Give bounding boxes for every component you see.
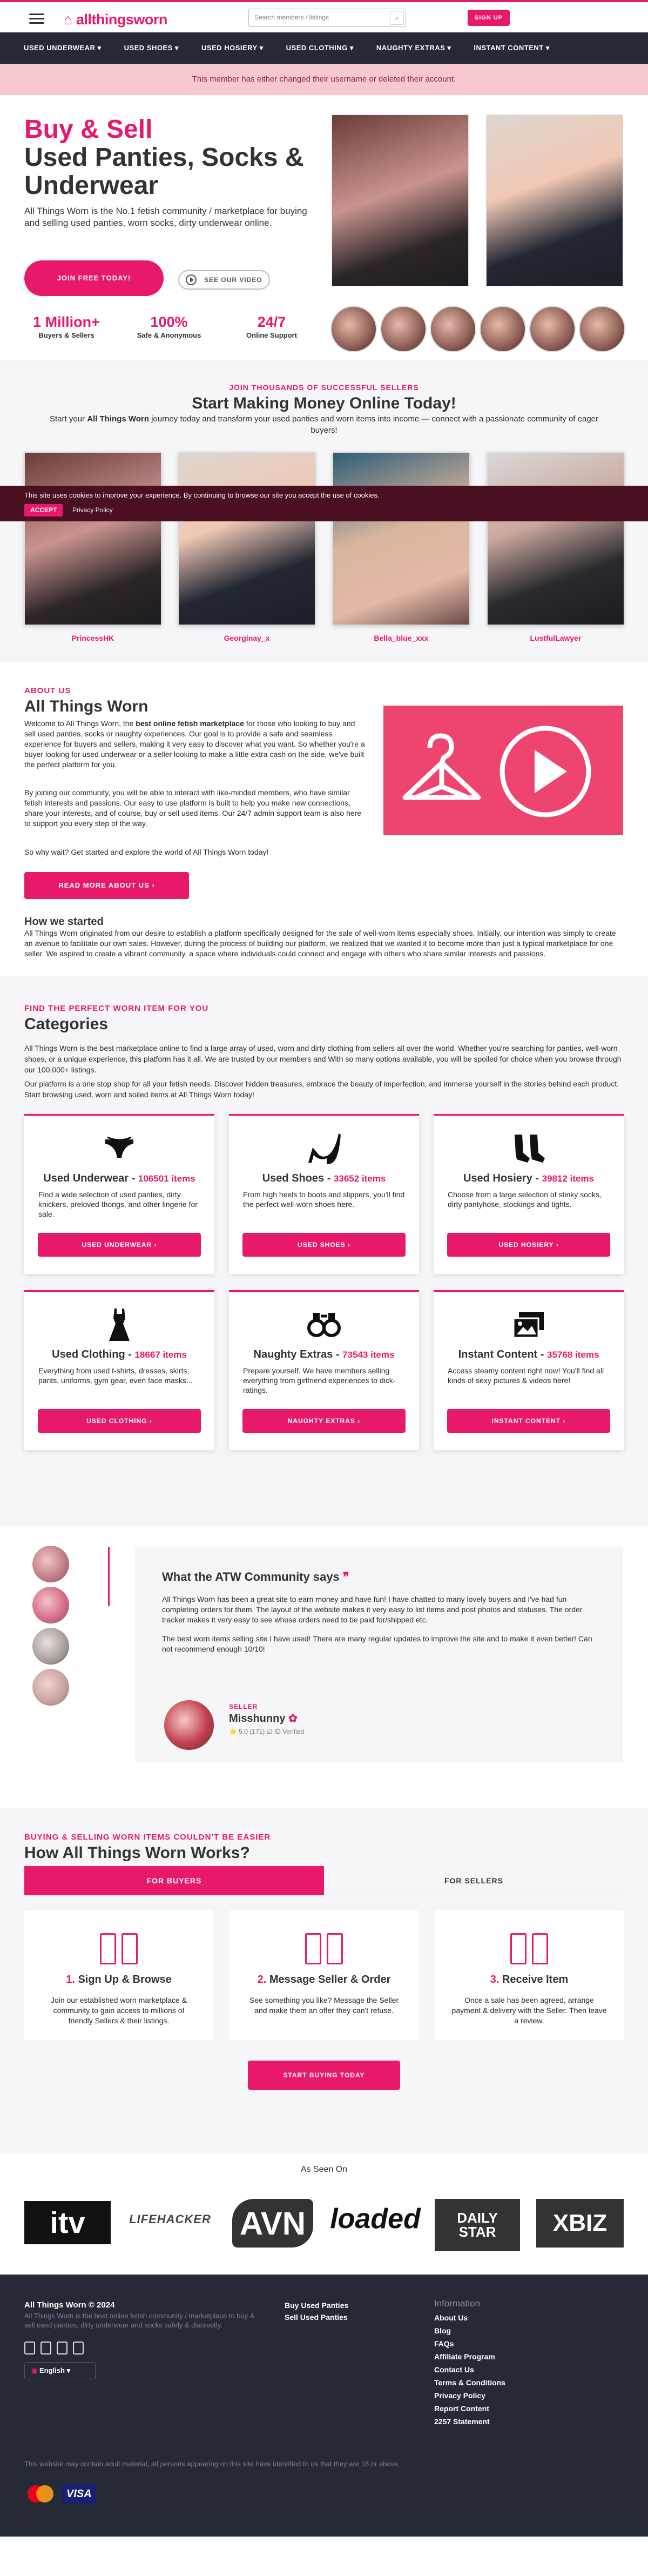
hanger-icon: ⌂ xyxy=(64,11,76,28)
mastercard-icon xyxy=(24,2484,57,2504)
top-bar xyxy=(0,0,648,32)
testimonial-seller[interactable]: SELLER Misshunny ✿ ⭐ 5.0 (171) ☑ ID Verified xyxy=(164,1700,380,1754)
testimonial-box: What the ATW Community says ❞ All Things Worn has been a great site to earn money and have fun! I have chatted to many lovely buyers and I've had fun completing orders for them. The layout of the website makes it very easy to list items and post photos and statuses. The order tracker makes it very easy to see whose orders need to be paid for/shipped etc. The best worn items selling site I have used! There are many regular updates to improve the site and to make it even better! Can not recommend enough 10/10! xyxy=(135,1547,623,1763)
footer-copyright: All Things Worn © 2024 xyxy=(24,2300,115,2310)
category-card-hosiery: Used Hosiery - 39812 items Choose from a large selection of stinky socks, dirty pantyhose, stockings and tights. USED HOSIERY › xyxy=(434,1114,624,1274)
nav-instant-content[interactable]: INSTANT CONTENT ▾ xyxy=(474,43,550,52)
footer-link[interactable]: Blog xyxy=(434,2326,451,2335)
tab-for-buyers[interactable]: FOR BUYERS xyxy=(24,1866,324,1895)
avatar[interactable] xyxy=(430,306,476,352)
about-section xyxy=(0,662,648,976)
seller-rating: ⭐ 5.0 (171) ☑ ID Verified xyxy=(229,1728,305,1735)
footer-link[interactable]: Affiliate Program xyxy=(434,2352,495,2361)
testimonial-text: All Things Worn has been a great site to earn money and have fun! I have chatted to many lovely buyers and I've had fun completing orders for them. The layout of the website makes it very easy to list items and post photos and statuses. The order tracker makes it very easy to see whose orders need to be paid for/shipped etc. xyxy=(162,1594,583,1624)
cookie-accept-button[interactable]: ACCEPT xyxy=(24,504,63,516)
hero-section xyxy=(0,95,648,360)
avatar[interactable] xyxy=(579,306,625,352)
about-paragraph: Welcome to All Things Worn, the best online fetish marketplace for those who looking to buy and sell used panties, socks or naughty experiences. Our goal is to provide a safe and seamless experience for buyers and sellers, making it very easy to discover what you want. So whether you're a buyer looking for used underwear or a seller looking to make a little extra cash on the side, we've built the perfect platform for you. xyxy=(24,719,365,769)
nav-used-shoes[interactable]: USED SHOES ▾ xyxy=(124,43,179,52)
categories-section xyxy=(0,976,648,1527)
used-shoes-button[interactable]: USED SHOES › xyxy=(242,1233,406,1257)
main-nav xyxy=(0,32,648,64)
nav-naughty-extras[interactable]: NAUGHTY EXTRAS ▾ xyxy=(376,43,451,52)
see-video-button[interactable]: SEE OUR VIDEO xyxy=(178,270,270,290)
stat-safe: 100% Safe & Anonymous xyxy=(137,314,201,339)
loaded-logo: loaded xyxy=(330,2203,421,2235)
footer-buy-sell-links xyxy=(285,2299,348,2323)
categories-paragraph: Our platform is a one stop shop for all your fetish needs. Discover hidden treasures, embrace the beauty of imperfection, and immerse yourself in the stories behind each product. Start browsing used, worn and soiled items at All Things Worn today! xyxy=(24,1079,619,1099)
category-card-shoes: Used Shoes - 33652 items From high heels to boots and slippers, you'll find the perfect well-worn shoes here. USED SHOES › xyxy=(229,1114,419,1274)
media-icon xyxy=(434,1306,624,1344)
reddit-icon[interactable] xyxy=(73,2342,84,2354)
avatar[interactable] xyxy=(380,306,427,352)
visa-icon: VISA xyxy=(62,2484,96,2504)
about-title: All Things Worn xyxy=(24,697,148,715)
language-select[interactable]: ◉ English ▾ xyxy=(24,2362,96,2379)
footer-link[interactable]: Sell Used Panties xyxy=(285,2313,348,2322)
footer-link[interactable]: Terms & Conditions xyxy=(434,2378,505,2387)
xbiz-logo: XBIZ xyxy=(536,2199,624,2248)
globe-icon: ◉ xyxy=(31,2366,39,2374)
footer-information-links xyxy=(434,2311,505,2428)
avatar[interactable] xyxy=(529,306,576,352)
instant-content-button[interactable]: INSTANT CONTENT › xyxy=(447,1409,610,1433)
footer-link[interactable]: Buy Used Panties xyxy=(285,2301,349,2310)
step-card: 3. Receive Item Once a sale has been agreed, arrange payment & delivery with the Seller. Then leave a review. xyxy=(435,1910,624,2040)
join-free-button[interactable]: JOIN FREE TODAY! xyxy=(24,260,164,296)
seller-username[interactable]: Bella_blue_xxx xyxy=(374,634,429,642)
avatar[interactable] xyxy=(330,306,377,352)
as-seen-on-section xyxy=(0,2154,648,2275)
step-icon xyxy=(510,1933,548,1964)
play-icon xyxy=(186,274,197,285)
footer-description: All Things Worn is the best online fetish community / marketplace to buy & sell used panties, dirty underwear and socks safely & discreetly. xyxy=(24,2312,255,2329)
nav-used-hosiery[interactable]: USED HOSIERY ▾ xyxy=(201,43,264,52)
quote-icon: ❞ xyxy=(342,1570,349,1584)
cookie-text: This site uses cookies to improve your experience. By continuing to browse our site you accept the use of cookies. xyxy=(24,491,380,499)
seller-card[interactable] xyxy=(487,452,624,625)
used-clothing-button[interactable]: USED CLOTHING › xyxy=(38,1409,201,1433)
twitter-icon[interactable] xyxy=(40,2342,51,2354)
seller-card[interactable] xyxy=(24,452,161,625)
categories-title: Categories xyxy=(24,1015,109,1033)
menu-icon[interactable] xyxy=(29,11,44,26)
seller-card[interactable] xyxy=(333,452,470,625)
cookie-banner xyxy=(0,486,648,521)
lifehacker-logo: LIFEHACKER xyxy=(129,2212,211,2226)
about-paragraph: By joining our community, you will be able to interact with like-minded members, who have similar fetish interests and passions. Our easy to use platform is built to help you make new connections, share your interests, and of course, buy or sell used items. Our 24/7 admin support team is also here to support you every step of the way. xyxy=(24,788,362,828)
high-heel-icon xyxy=(229,1130,419,1168)
alert-banner: This member has either changed their username or deleted their account. xyxy=(0,64,648,95)
tab-for-sellers[interactable]: FOR SELLERS xyxy=(324,1866,624,1895)
step-card: 1. Sign Up & Browse Join our established worn marketplace & community to gain access to millions of friendly Sellers & their listings. xyxy=(24,1910,213,2040)
used-underwear-button[interactable]: USED UNDERWEAR › xyxy=(38,1233,201,1257)
category-card-underwear: Used Underwear - 106501 items Find a wide selection of used panties, dirty knickers, preloved thongs, and other lingerie for sale. USED UNDERWEAR › xyxy=(24,1114,214,1274)
about-paragraph: So why wait? Get started and explore the world of All Things Worn today! xyxy=(24,848,269,856)
search-icon[interactable]: ⌕ xyxy=(390,11,404,25)
active-indicator xyxy=(108,1547,110,1606)
footer-link[interactable]: 2257 Statement xyxy=(434,2417,490,2426)
underwear-icon xyxy=(24,1130,214,1168)
dress-icon xyxy=(24,1306,214,1344)
nav-used-underwear[interactable]: USED UNDERWEAR ▾ xyxy=(24,43,102,52)
avatar[interactable] xyxy=(32,1628,69,1665)
hanger-play-icon xyxy=(383,706,623,835)
sellers-subtitle: Start your All Things Worn journey today and transform your used panties and worn items into income — connect with a passionate community of eager buyers! xyxy=(49,414,599,435)
used-hosiery-button[interactable]: USED HOSIERY › xyxy=(447,1233,610,1257)
stat-support: 24/7 Online Support xyxy=(246,314,297,339)
categories-kicker: FIND THE PERFECT WORN ITEM FOR YOU xyxy=(24,1004,209,1013)
as-seen-on-title: As Seen On xyxy=(300,2165,348,2174)
step-card: 2. Message Seller & Order See something you like? Message the Seller and make them an offer they can't refuse. xyxy=(230,1910,418,2040)
sellers-title: Start Making Money Online Today! xyxy=(192,394,456,412)
footer-link[interactable]: FAQs xyxy=(434,2339,454,2348)
payment-methods xyxy=(24,2483,105,2505)
category-card-extras: Naughty Extras - 73543 items Prepare yourself. We have members selling everything from girlfriend experiences to dick-ratings. NAUGHTY EXTRAS › xyxy=(229,1290,419,1450)
testimonial-section xyxy=(0,1527,648,1808)
hero-photo[interactable] xyxy=(332,115,469,286)
verified-icon: ✿ xyxy=(288,1713,298,1725)
seller-card[interactable] xyxy=(178,452,315,625)
about-kicker: ABOUT US xyxy=(24,686,71,695)
site-logo[interactable]: ⌂ allthingsworn xyxy=(64,11,167,28)
search-input[interactable]: Search members / listings ⌕ xyxy=(248,9,406,27)
itv-logo: itv xyxy=(24,2201,111,2244)
hero-description: All Things Worn is the No.1 fetish community / marketplace for buying and selling used panties, worn socks, dirty underwear online. xyxy=(24,206,307,228)
facebook-icon[interactable] xyxy=(24,2342,35,2354)
sellers-kicker: JOIN THOUSANDS OF SUCCESSFUL SELLERS xyxy=(229,383,419,392)
hero-photo[interactable] xyxy=(486,115,623,286)
privacy-policy-link[interactable]: Privacy Policy xyxy=(72,506,113,514)
hero-title: Buy & Sell Used Panties, Socks & Underwear xyxy=(24,115,304,200)
how-title: How All Things Worn Works? xyxy=(24,1844,250,1862)
nav-used-clothing[interactable]: USED CLOTHING ▾ xyxy=(286,43,354,52)
category-card-clothing: Used Clothing - 18667 items Everything from used t-shirts, dresses, skirts, pants, uniforms, gym gear, even face masks... USED CLOTHING › xyxy=(24,1290,214,1450)
how-we-started-title: How we started xyxy=(24,916,104,928)
footer-link[interactable]: Privacy Policy xyxy=(434,2391,485,2400)
category-card-content: Instant Content - 35768 items Access steamy content right now! You'll find all kinds of sexy pictures & videos here! INSTANT CONTENT › xyxy=(434,1290,624,1450)
footer-link[interactable]: Report Content xyxy=(434,2404,489,2413)
sock-icon xyxy=(434,1130,624,1168)
how-it-works-section xyxy=(0,1808,648,2154)
sellers-section xyxy=(0,360,648,662)
footer-information-title: Information xyxy=(434,2298,481,2309)
avatar[interactable] xyxy=(32,1587,69,1624)
avatar[interactable] xyxy=(480,306,526,352)
avatar[interactable] xyxy=(32,1546,69,1582)
handcuffs-icon xyxy=(229,1306,419,1344)
step-icon xyxy=(305,1933,343,1964)
naughty-extras-button[interactable]: NAUGHTY EXTRAS › xyxy=(242,1409,406,1433)
stat-buyers: 1 Million+ Buyers & Sellers xyxy=(33,314,100,339)
testimonial-text: The best worn items selling site I have used! There are many regular updates to improve the site and to make it even better! Can not recommend enough 10/10! xyxy=(162,1634,592,1653)
footer-link[interactable]: Contact Us xyxy=(434,2365,474,2374)
seller-username[interactable]: LustfulLawyer xyxy=(530,634,582,642)
how-kicker: BUYING & SELLING WORN ITEMS COULDN'T BE EASIER xyxy=(24,1833,271,1842)
avn-logo: AVN xyxy=(232,2199,313,2248)
read-more-button[interactable]: READ MORE ABOUT US › xyxy=(24,872,189,899)
daily-star-logo: DAILY STAR xyxy=(435,2199,520,2251)
how-we-started-text: All Things Worn originated from our desire to establish a platform specifically designed for the sale of well-worn items especially shoes. Initially, our intention was simply to create an avenue to facilitate our own sales. However, during the process of building our platform, we realized that we wanted it to become more than just a typical marketplace for one seller. We aspired to create a vibrant community, a space where individuals could connect and engage with others who share similar interests and passions. xyxy=(24,929,616,958)
avatar xyxy=(164,1700,214,1750)
avatar[interactable] xyxy=(32,1669,69,1706)
about-video[interactable] xyxy=(383,706,623,835)
instagram-icon[interactable] xyxy=(57,2342,68,2354)
footer-disclaimer: This website may contain adult material, all persons appearing on this site have identified to us that they are 18 or above. xyxy=(24,2460,400,2468)
seller-username[interactable]: Georginay_x xyxy=(224,634,270,642)
start-buying-button[interactable]: START BUYING TODAY xyxy=(248,2061,400,2090)
seller-username[interactable]: PrincessHK xyxy=(71,634,114,642)
sign-up-button[interactable]: SIGN UP xyxy=(468,10,510,26)
categories-paragraph: All Things Worn is the best marketplace online to find a large array of used, worn and dirty clothing from sellers all over the world. Whether you're searching for panties, well-worn shoes, or a unique experience, this platform has it all. We are trusted by our members and With so many options available, you will be spoiled for choice when you browse through our 100,000+ listings. xyxy=(24,1044,622,1074)
step-icon xyxy=(100,1933,138,1964)
footer xyxy=(0,2275,648,2537)
footer-link[interactable]: About Us xyxy=(434,2313,468,2322)
